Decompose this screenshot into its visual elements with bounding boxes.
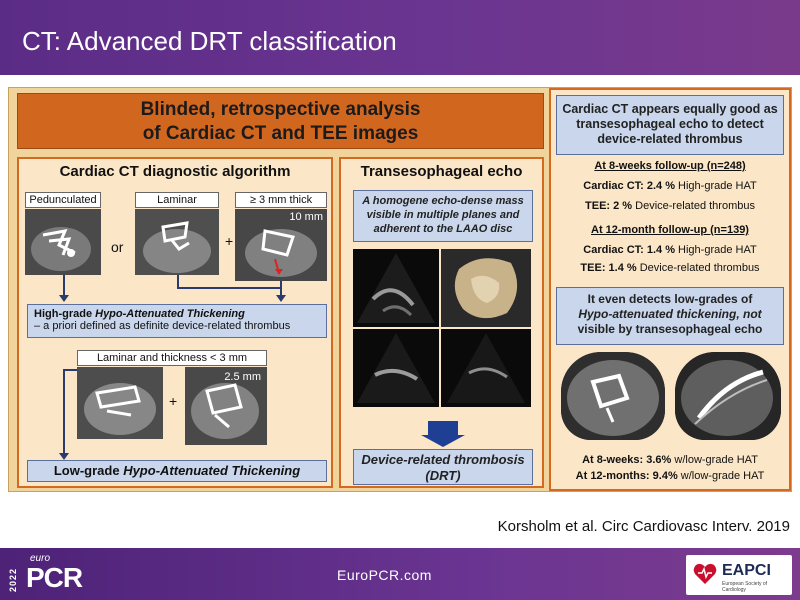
drt-line-2: (DRT) — [425, 468, 461, 483]
tee-description: A homogene echo-dense mass visible in multiple planes and adherent to the LAAO disc — [353, 190, 533, 242]
followup-12-ct-value: Cardiac CT: 1.4 % — [583, 244, 675, 256]
tee-heading: Transesophageal echo — [360, 163, 523, 180]
connector-arrowhead — [276, 295, 286, 302]
connector-line — [177, 275, 179, 288]
echo-graphic — [441, 329, 531, 407]
results-panel — [549, 88, 791, 491]
banner-line-2: of Cardiac CT and TEE images — [142, 123, 419, 144]
ct-image-laminar — [135, 209, 219, 275]
followup-12-tee-text: Device-related thrombus — [636, 262, 760, 274]
followup-8-tee-value: TEE: 2 % — [585, 200, 633, 212]
high-grade-title — [34, 308, 320, 320]
ct-algorithm-heading: Cardiac CT diagnostic algorithm — [59, 163, 291, 180]
connector-arrowhead — [59, 295, 69, 302]
citation: Korsholm et al. Circ Cardiovasc Interv. 2019 — [497, 518, 790, 535]
logo-euro: euro — [30, 553, 51, 564]
plus-label-1: + — [225, 233, 234, 249]
banner-line-1: Blinded, retrospective analysis — [140, 99, 421, 120]
ct-scan-graphic — [25, 209, 101, 275]
connector-line — [177, 287, 280, 289]
measure-10mm: 10 mm — [289, 211, 323, 223]
detect-line-3: visible by transesophageal echo — [577, 322, 763, 336]
measure-2-5mm: 2.5 mm — [224, 371, 261, 383]
echo-graphic — [353, 249, 439, 327]
high-grade-prefix: High-grade — [34, 308, 96, 320]
low-grade-12-months — [551, 470, 789, 482]
eapci-logo — [686, 555, 792, 595]
down-arrow-icon — [428, 421, 458, 435]
tee-panel — [339, 157, 544, 488]
low-grade-12-months-value: At 12-months: 9.4% — [575, 470, 678, 482]
drt-line-1: Device-related thrombosis — [361, 452, 525, 467]
detect-line-2: Hypo-attenuated thickening, not — [578, 307, 762, 321]
ct-scan-graphic — [135, 209, 219, 275]
echo-image-1 — [353, 249, 439, 327]
figure-panel — [8, 87, 792, 492]
followup-8-ct-value: Cardiac CT: 2.4 % — [583, 180, 675, 192]
connector-line — [63, 275, 65, 297]
followup-8-title: At 8-weeks follow-up (n=248) — [594, 160, 746, 172]
low-grade-8-weeks-text: w/low-grade HAT — [671, 454, 758, 466]
followup-8-ct-text: High-grade HAT — [674, 180, 757, 192]
ct-image-pedunculated — [25, 209, 101, 275]
ct-image-thick — [235, 209, 327, 281]
ct-image-low-grade-1 — [561, 352, 665, 440]
thick-label: ≥ 3 mm thick — [235, 192, 327, 208]
high-grade-italic: Hypo-Attenuated Thickening — [95, 308, 245, 320]
plus-label-2: + — [169, 393, 178, 409]
slide-footer — [0, 548, 800, 600]
high-grade-hat-box — [27, 304, 327, 338]
low-grade-detection-box — [556, 287, 784, 345]
heart-icon — [692, 561, 718, 587]
low-grade-hat-box — [27, 460, 327, 482]
eapci-subtitle: European Society of Cardiology — [722, 581, 768, 593]
followup-8-ct — [551, 180, 789, 192]
laminar-thin-label: Laminar and thickness < 3 mm — [77, 350, 267, 366]
analysis-banner — [17, 93, 544, 149]
slide-title: CT: Advanced DRT classification — [22, 26, 397, 56]
footer-url[interactable]: EuroPCR.com — [337, 567, 432, 583]
logo-year: 2022 — [8, 567, 18, 592]
followup-12-tee — [551, 262, 789, 274]
down-arrow-head — [421, 435, 465, 447]
eapci-text: EAPCI — [722, 562, 771, 579]
low-grade-12-months-text: w/low-grade HAT — [677, 470, 765, 482]
followup-12-ct-text: High-grade HAT — [674, 244, 757, 256]
echo-image-4 — [441, 329, 531, 407]
connector-line — [63, 369, 77, 371]
ct-scan-graphic — [561, 352, 665, 440]
followup-12-ct — [551, 244, 789, 256]
connector-arrowhead — [59, 453, 69, 460]
ct-image-laminar-thin-2 — [185, 367, 267, 445]
low-grade-italic: Hypo-Attenuated Thickening — [123, 463, 301, 478]
ct-scan-graphic — [77, 367, 163, 439]
ct-image-low-grade-2 — [675, 352, 781, 440]
followup-12-title: At 12-month follow-up (n=139) — [591, 224, 749, 236]
ct-scan-graphic — [675, 352, 781, 440]
detect-line-1: It even detects low-grades of — [587, 292, 753, 306]
followup-8-tee-text: Device-related thrombus — [632, 200, 755, 212]
low-grade-8-weeks — [551, 454, 789, 466]
connector-line — [63, 369, 65, 455]
low-grade-8-weeks-value: At 8-weeks: 3.6% — [582, 454, 672, 466]
ct-image-laminar-thin-1 — [77, 367, 163, 439]
echo-3d-graphic — [441, 249, 531, 327]
results-heading: Cardiac CT appears equally good as transesophageal echo to detect device-related thrombus — [556, 95, 784, 155]
or-label: or — [111, 239, 124, 255]
europcr-logo: PCR — [26, 562, 83, 593]
followup-12-tee-value: TEE: 1.4 % — [580, 262, 637, 274]
laminar-label: Laminar — [135, 192, 219, 208]
echo-image-3d — [441, 249, 531, 327]
ct-algorithm-panel — [17, 157, 333, 488]
echo-graphic — [353, 329, 439, 407]
slide-header — [0, 0, 800, 75]
high-grade-definition: – a priori defined as definite device-related thrombus — [34, 320, 291, 332]
pedunculated-label: Pedunculated — [25, 192, 101, 208]
drt-result-box — [353, 449, 533, 485]
followup-8-tee — [551, 200, 789, 212]
echo-image-2 — [353, 329, 439, 407]
low-grade-prefix: Low-grade — [53, 463, 124, 478]
